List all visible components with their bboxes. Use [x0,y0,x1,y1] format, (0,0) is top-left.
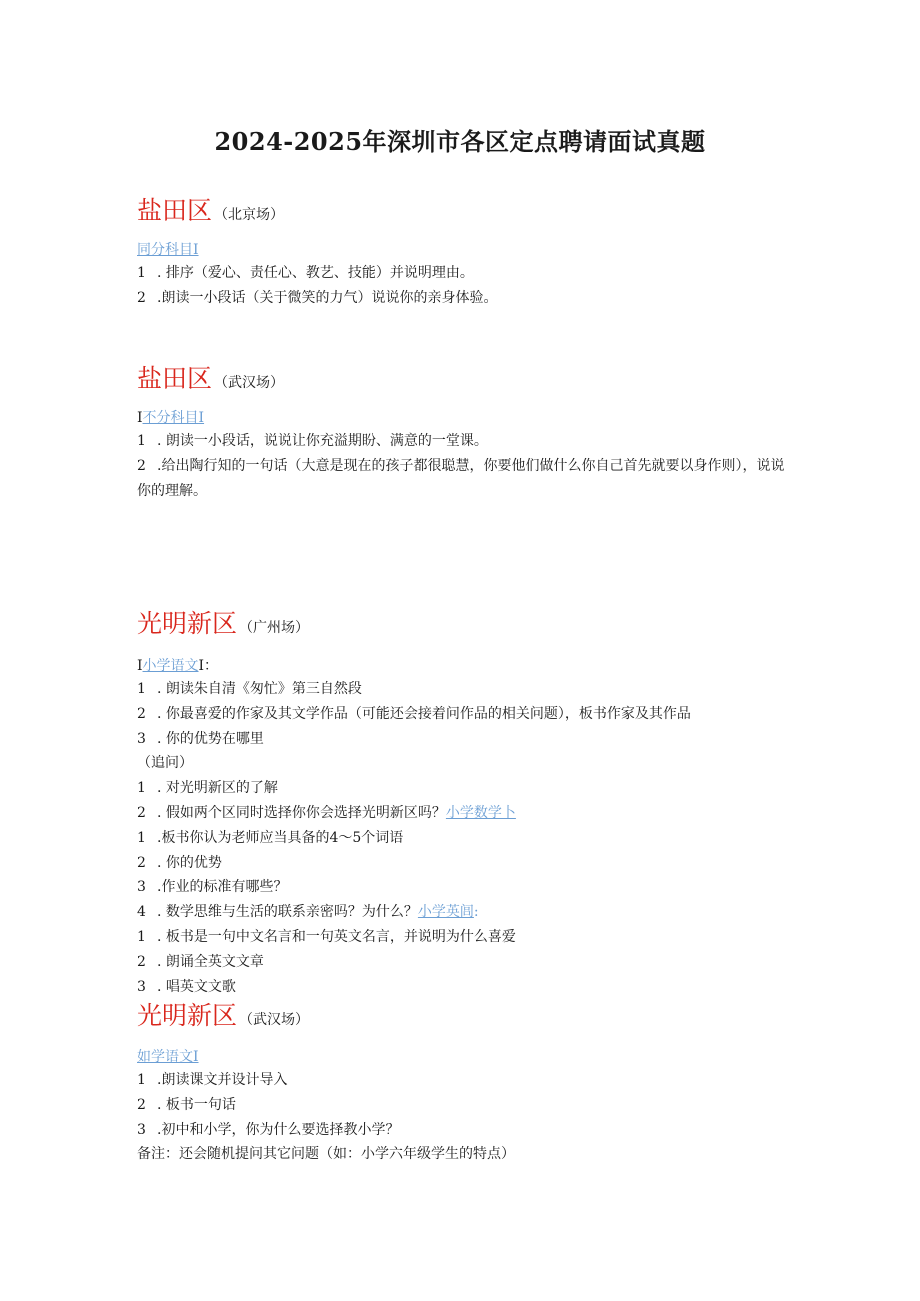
link-suffix: : [473,904,479,921]
list-item [137,925,797,950]
item-number: 3 [137,730,146,747]
subject-link[interactable]: 如学语文 [137,1049,193,1065]
item-number: 2 [137,457,146,474]
subject-line [137,655,797,677]
subject-suffix: I [193,1049,199,1065]
list-item [137,875,797,900]
subject-suffix: I [193,242,199,258]
list-item [137,1068,797,1093]
item-number: 1 [137,433,146,449]
item-text: . 数学思维与生活的联系亲密吗？为什么？ [157,904,418,921]
section-yantian-wuhan [137,364,797,503]
item-number: 1 [137,829,146,846]
subject-line [137,1046,797,1068]
item-number: 2 [137,1096,146,1113]
item-text: . 朗读一小段话，说说让你充溢期盼、满意的一堂课。 [157,433,488,449]
note: 备注：还会随机提问其它问题（如：小学六年级学生的特点） [137,1146,515,1163]
list-item [137,702,797,727]
list-item [137,261,797,286]
item-text: . 唱英文文歌 [157,978,236,995]
item-text: . 对光明新区的了解 [157,780,278,797]
list-item [137,1118,797,1143]
subject-prefix: I [137,410,143,426]
subject-link[interactable]: 不分科目 [142,410,199,426]
list-item [137,776,797,801]
list-item [137,727,797,752]
subject-line [137,239,797,261]
item-number: 3 [137,1121,146,1138]
english-subject-link[interactable]: 小学英闾 [417,904,474,921]
item-text: .初中和小学，你为什么要选择教小学？ [157,1121,400,1138]
item-number: 1 [137,1072,146,1088]
list-item [137,454,787,504]
item-text: . 板书一句话 [157,1096,236,1113]
subject-prefix: I [137,658,143,674]
item-text: . 朗读朱自清《匆忙》第三自然段 [157,681,362,697]
item-number: 2 [137,854,146,871]
region-name: 光明新区 [137,1001,238,1030]
item-text: .朗读课文并设计导入 [157,1072,288,1088]
region-venue: （广州场） [239,620,310,636]
list-item [137,429,797,454]
item-text: .朗读一小段话（关于微笑的力气）说说你的亲身体验。 [157,289,498,306]
item-number: 1 [137,681,146,697]
item-text: . 板书是一句中文名言和一句英文名言，并说明为什么喜爱 [157,928,516,945]
list-item [137,826,797,851]
item-number: 1 [137,928,146,945]
item-text: . 排序（爱心、责任心、教艺、技能）并说明理由。 [157,265,474,281]
item-number: 2 [137,953,146,970]
item-text: . 朗诵全英文文章 [157,953,264,970]
math-subject-link[interactable]: 小学数学卜 [445,804,516,821]
region-heading [137,196,797,230]
section-yantian-beijing [137,196,797,311]
list-item [137,1093,797,1118]
section-guangming-wuhan [137,1001,797,1167]
item-number: 1 [137,265,146,281]
region-name: 光明新区 [137,609,238,638]
region-venue: （北京场） [214,207,285,223]
item-text: .板书你认为老师应当具备的4〜5个词语 [157,829,404,846]
item-text: . 你的优势 [157,854,222,871]
list-item [137,851,797,876]
region-venue: （武汉场） [239,1012,310,1028]
region-venue: （武汉场） [214,375,285,391]
subject-link[interactable]: 小学语文 [142,658,199,674]
item-number: 2 [137,804,146,821]
region-name: 盐田区 [137,364,213,393]
list-item [137,950,797,975]
item-text: . 你的优势在哪里 [157,730,264,747]
subject-suffix: I： [198,658,219,674]
region-heading [137,364,797,398]
region-heading [137,609,797,643]
section-guangming-guangzhou [137,609,797,999]
item-number: 3 [137,978,146,995]
item-number: 3 [137,879,146,896]
item-text: .作业的标准有哪些？ [157,879,288,896]
subject-link[interactable]: 同分科目 [137,242,193,258]
item-number: 2 [137,705,146,722]
list-item [137,801,797,826]
item-number: 1 [137,780,146,797]
item-text: . 你最喜爱的作家及其文学作品（可能还会接着问作品的相关问题），板书作家及其作品 [157,705,691,722]
subject-line [137,407,797,429]
list-item [137,677,797,702]
item-text: .给出陶行知的一句话（大意是现在的孩子都很聪慧，你要他们做什么你自己首先就要以身作则），说说你的理解。 [137,457,785,499]
subject-suffix: I [198,410,205,426]
list-item [137,975,797,1000]
region-name: 盐田区 [137,196,213,225]
list-item [137,900,797,925]
item-text: . 假如两个区同时选择你你会选择光明新区吗？ [157,804,446,821]
list-item [137,286,797,311]
page-title: 2024-2025年深圳市各区定点聘请面试真题 [214,127,706,156]
item-number: 4 [137,904,146,921]
item-number: 2 [137,289,146,306]
region-heading [137,1001,797,1035]
followup-label: （追问） [137,755,193,772]
